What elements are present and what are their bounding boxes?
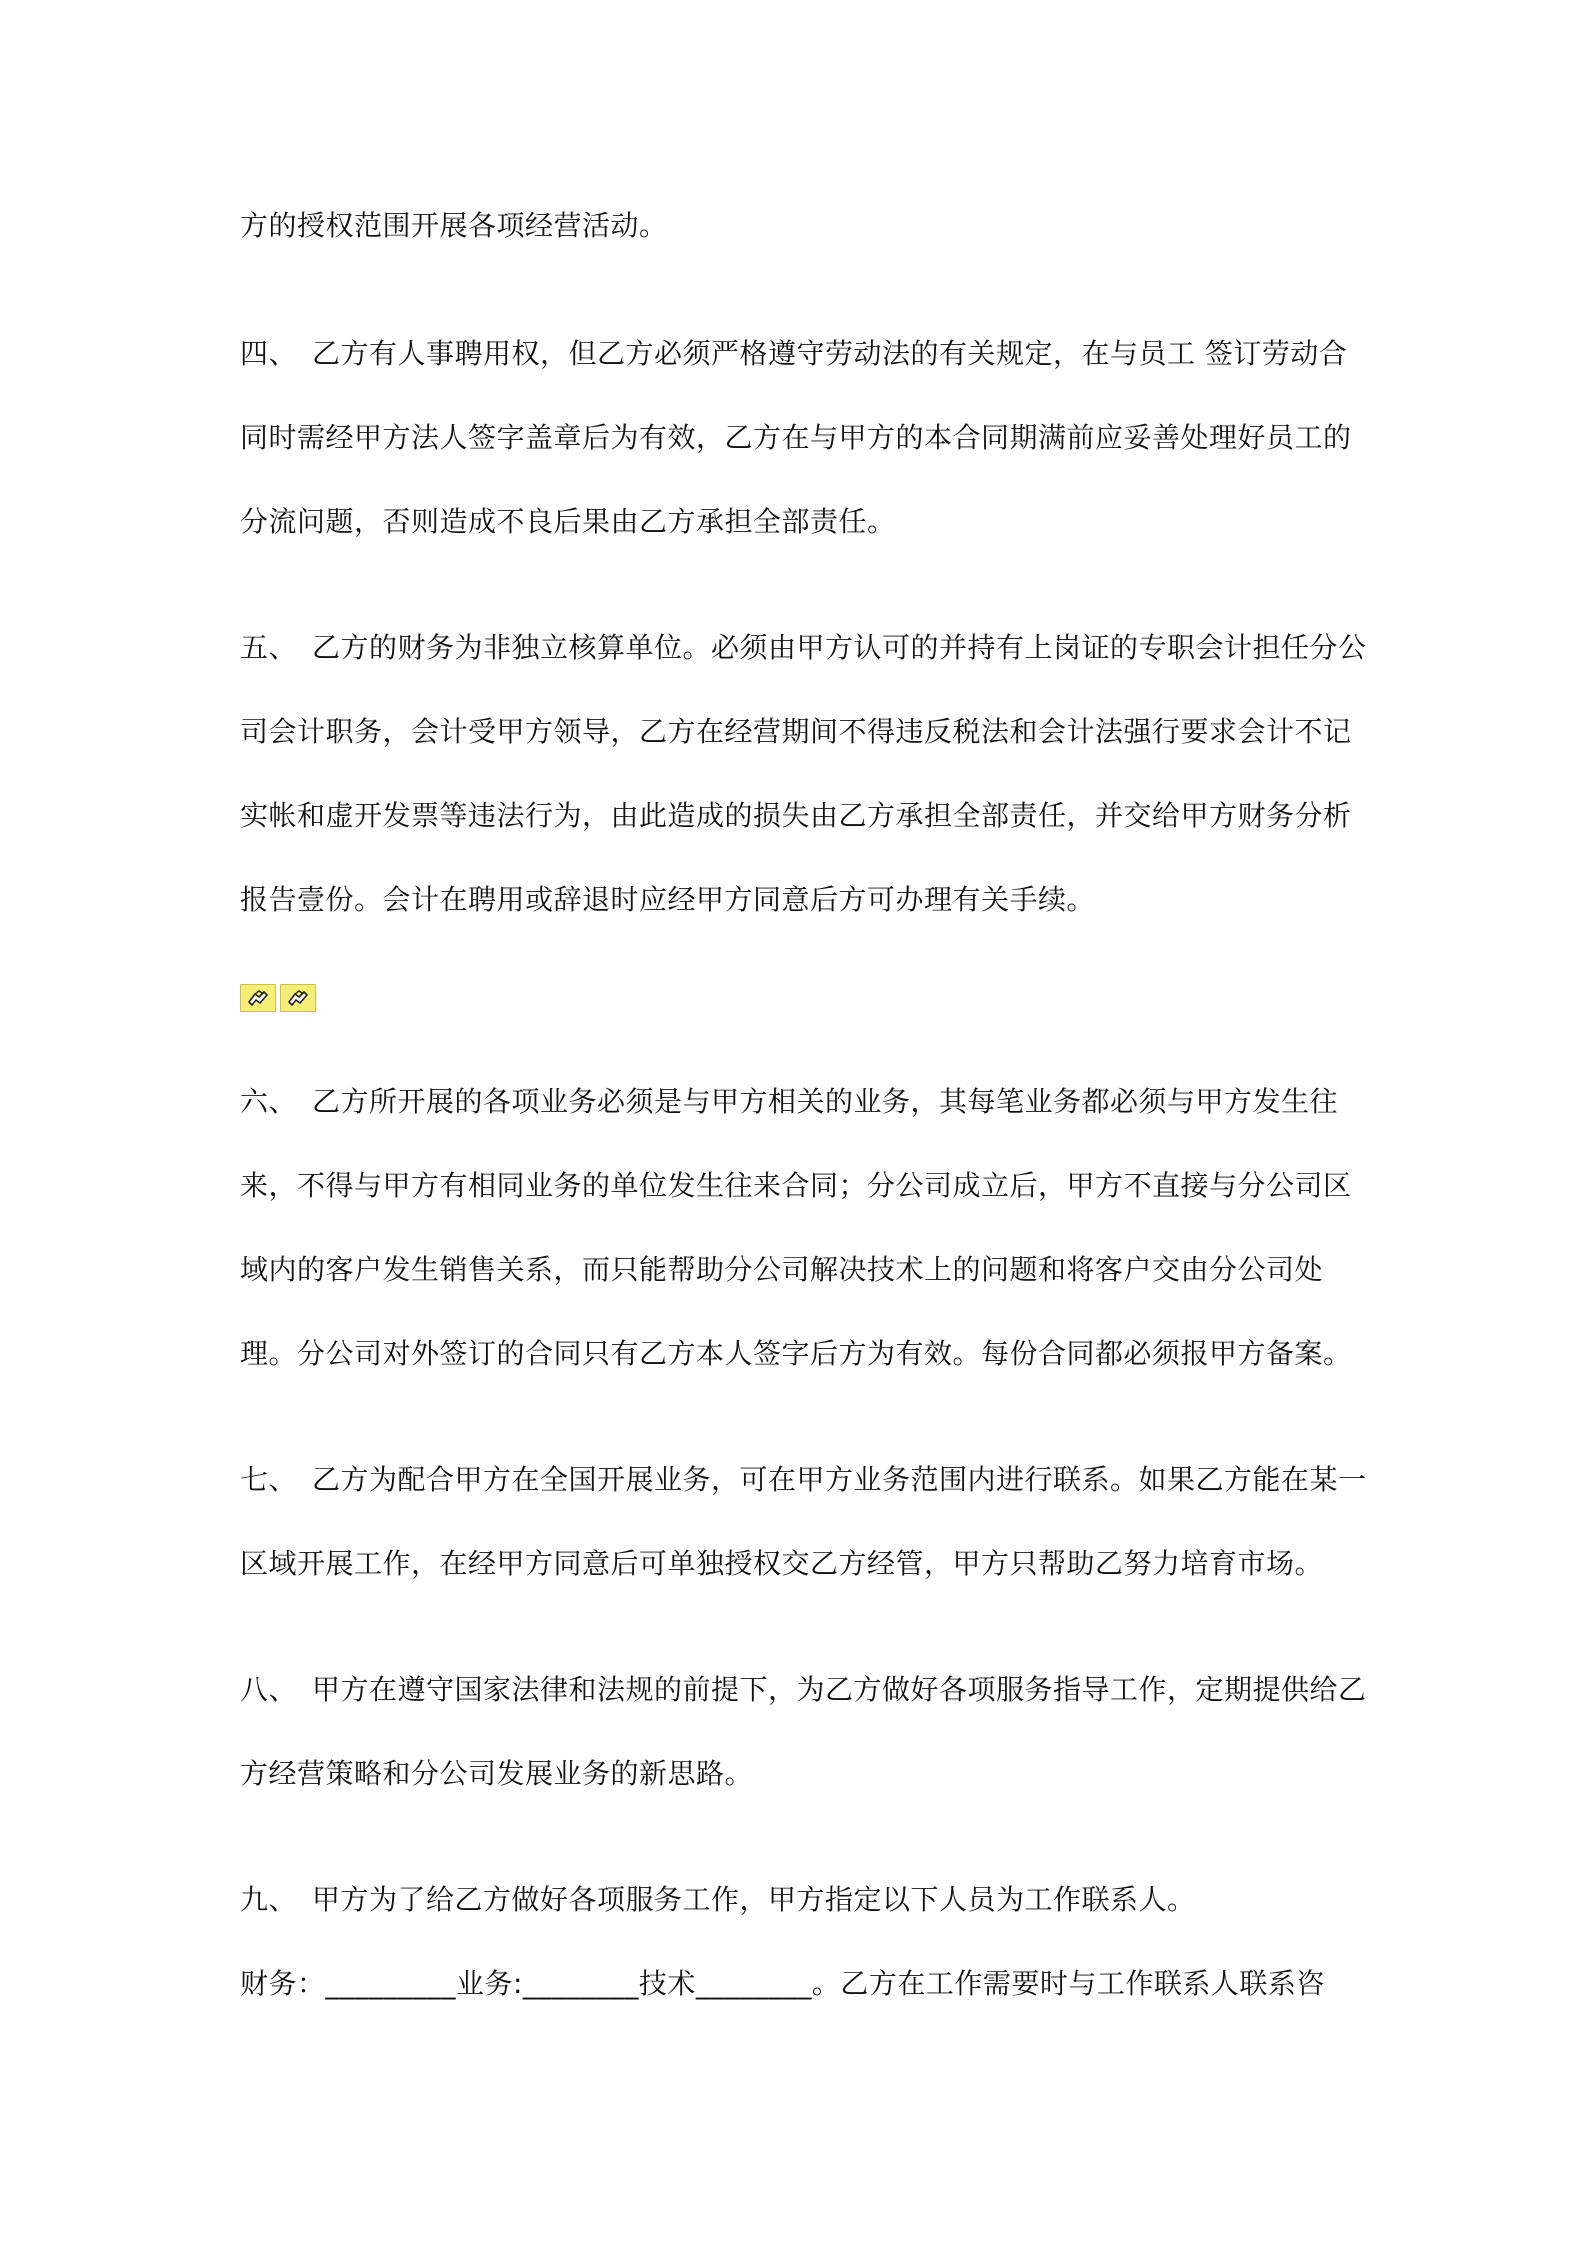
text-line: 乙方所开展的各项业务必须是与甲方相关的业务，其每笔业务都必须与甲方发生往 (312, 1085, 1339, 1118)
text-line: 实帐和虚开发票等违法行为，由此造成的损失由乙方承担全部责任，并交给甲方财务分析 (240, 799, 1352, 832)
clause-4-line (240, 334, 1347, 374)
handshake-icon (280, 984, 316, 1012)
text-line: 来，不得与甲方有相同业务的单位发生往来合同；分公司成立后，甲方不直接与分公司区 (240, 1169, 1352, 1202)
text-line: 乙方为配合甲方在全国开展业务，可在甲方业务范围内进行联系。如果乙方能在某一 (312, 1463, 1367, 1496)
clause-number: 九、 (240, 1883, 298, 1916)
text-line: 分流问题，否则造成不良后果由乙方承担全部责任。 (240, 505, 896, 538)
handshake-icon (240, 984, 276, 1012)
text-line: 司会计职务，会计受甲方领导，乙方在经营期间不得违反税法和会计法强行要求会计不记 (240, 715, 1352, 748)
clause-number: 六、 (240, 1085, 298, 1118)
text-line: 区域开展工作，在经甲方同意后可单独授权交乙方经管，甲方只帮助乙努力培育市场。 (240, 1547, 1324, 1580)
text-line: 方经营策略和分公司发展业务的新思路。 (240, 1757, 754, 1790)
clause-7-line (240, 1460, 1367, 1500)
clause-5-line (240, 628, 1367, 668)
clause-number: 八、 (240, 1673, 298, 1706)
clause-number: 五、 (240, 631, 298, 664)
text-line: 理。分公司对外签订的合同只有乙方本人签字后方为有效。每份合同都必须报甲方备案。 (240, 1337, 1352, 1370)
text-line: 乙方有人事聘用权，但乙方必须严格遵守劳动法的有关规定，在与员工 签订劳动合 (312, 337, 1348, 370)
text-line: 甲方在遵守国家法律和法规的前提下，为乙方做好各项服务指导工作，定期提供给乙 (312, 1673, 1367, 1706)
clause-number: 四、 (240, 337, 298, 370)
clause-6-line (240, 1082, 1338, 1122)
text-line: 甲方为了给乙方做好各项服务工作，甲方指定以下人员为工作联系人。 (312, 1883, 1196, 1916)
contact-fields-line: 财务：_________业务:________技术________。乙方在工作需要时与工作联系人联系咨 (240, 1967, 1325, 2000)
embedded-icons (240, 984, 316, 1012)
text-line: 报告壹份。会计在聘用或辞退时应经甲方同意后方可办理有关手续。 (240, 883, 1096, 916)
text-line: 域内的客户发生销售关系，而只能帮助分公司解决技术上的问题和将客户交由分公司处 (240, 1253, 1324, 1286)
text-line: 方的授权范围开展各项经营活动。 (240, 209, 668, 242)
clause-8-line (240, 1670, 1367, 1710)
text-line: 乙方的财务为非独立核算单位。必须由甲方认可的并持有上岗证的专职会计担任分公 (312, 631, 1367, 664)
clause-number: 七、 (240, 1463, 298, 1496)
clause-9-line (240, 1880, 1196, 1920)
text-line: 同时需经甲方法人签字盖章后为有效，乙方在与甲方的本合同期满前应妥善处理好员工的 (240, 421, 1352, 454)
